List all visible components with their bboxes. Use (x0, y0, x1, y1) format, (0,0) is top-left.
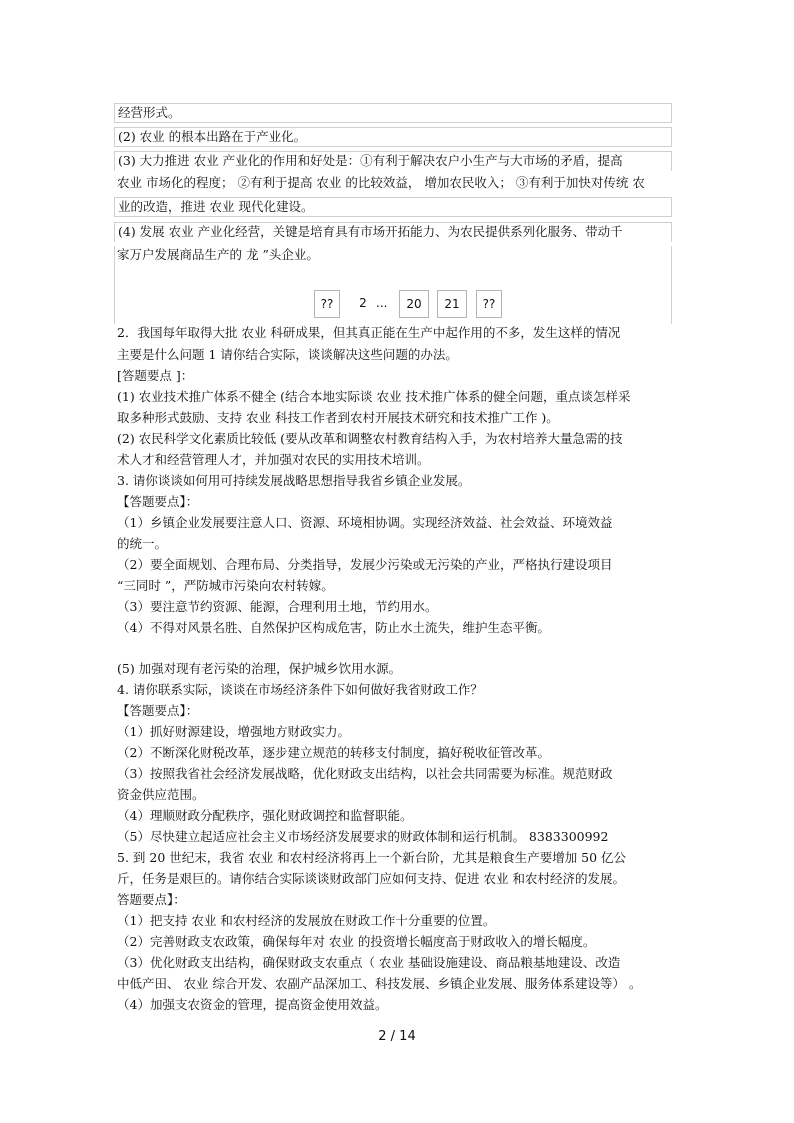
body-line: “三同时 ”，严防城市污染向农村转嫁。 (117, 578, 334, 593)
page-first-button[interactable]: ?? (314, 290, 340, 318)
box-line-4: 农业 市场化的程度； ②有利于提高 农业 的比较效益， 增加农民收入； ③有利于加快对传统 农 (117, 175, 645, 190)
box-line-7: 家万户发展商品生产的 龙 ”头企业。 (117, 247, 319, 262)
body-line: （4）不得对风景名胜、自然保护区构成危害，防止水土流失，维护生态平衡。 (117, 620, 550, 635)
body-line: （2）要全面规划、合理布局、分类指导，发展少污染或无污染的产业，严格执行建设项目 (117, 557, 613, 572)
body-line: 术人才和经营管理人才，并加强对农民的实用技术培训。 (117, 452, 430, 467)
pagination-ellipsis: ... (376, 296, 388, 310)
box-line-1: 经营形式。 (114, 103, 672, 123)
box-line-2: (2) 农业 的根本出路在于产业化。 (114, 127, 672, 147)
body-line: 【答题要点】： (117, 703, 199, 718)
body-line: 【答题要点】： (117, 494, 199, 509)
box-line-6: (4) 发展 农业 产业化经营，关键是培育具有市场开拓能力、为农民提供系列化服务、带动千 (114, 222, 672, 242)
body-line: （5）尽快建立起适应社会主义市场经济发展要求的财政体制和运行机制。 8383300992 (117, 829, 609, 844)
box-line-5: 业的改造，推进 农业 现代化建设。 (114, 197, 672, 217)
page-number: 2 / 14 (378, 1029, 416, 1044)
body-line: （4）加强支农资金的管理，提高资金使用效益。 (117, 997, 388, 1012)
body-line: （1）抓好财源建设，增强地方财政实力。 (117, 724, 350, 739)
body-line: （1）把支持 农业 和农村经济的发展放在财政工作十分重要的位置。 (117, 913, 496, 928)
body-line: 资金供应范围。 (117, 787, 205, 802)
page-21-button[interactable]: 21 (437, 290, 467, 318)
page-20-button[interactable]: 20 (399, 290, 429, 318)
body-line: （3）优化财政支出结构，确保财政支农重点（ 农业 基础设施建设、商品粮基地建设、改造 (117, 955, 621, 970)
body-line: （3）按照我省社会经济发展战略，优化财政支出结构，以社会共同需要为标准。规范财政 (117, 766, 613, 781)
body-line: 答题要点】： (117, 892, 186, 907)
body-line: （4）理顺财政分配秩序，强化财政调控和监督职能。 (117, 808, 413, 823)
body-line: (2) 农民科学文化素质比较低 (要从改革和调整农村教育结构入手，为农村培养大量急需的技 (117, 431, 623, 446)
body-line: 3. 请你谈谈如何用可持续发展战略思想指导我省乡镇企业发展。 (117, 473, 471, 488)
page-2-button[interactable]: 2 (352, 290, 374, 318)
box-line-3: (3) 大力推进 农业 产业化的作用和好处是：①有利于解决农户小生产与大市场的矛盾，提高 (114, 151, 672, 171)
body-line: 斤，任务是艰巨的。请你结合实际谈谈财政部门应如何支持、促进 农业 和农村经济的发展。 (117, 871, 625, 886)
body-line: 5. 到 20 世纪末，我省 农业 和农村经济将再上一个新台阶，尤其是粮食生产要增加 50 亿公 (117, 850, 627, 865)
body-line: 主要是什么问题 1 请你结合实际，谈谈解决这些问题的办法。 (117, 347, 458, 362)
body-line: （3）要注意节约资源、能源，合理利用土地，节约用水。 (117, 599, 438, 614)
body-line: 中低产田、 农业 综合开发、农副产品深加工、科技发展、乡镇企业发展、服务体系建设等） 。 (117, 976, 642, 991)
body-line: (1) 农业技术推广体系不健全 (结合本地实际谈 农业 技术推广体系的健全问题，重点谈怎样采 (117, 389, 631, 404)
body-line: （1）乡镇企业发展要注意人口、资源、环境相协调。实现经济效益、社会效益、环境效益 (117, 515, 613, 530)
body-line: 的统一。 (117, 536, 168, 551)
body-line: 4. 请你联系实际，谈谈在市场经济条件下如何做好我省财政工作？ (117, 682, 483, 697)
body-line: [答题要点 ]： (117, 368, 194, 383)
body-line: （2）完善财政支农政策，确保每年对 农业 的投资增长幅度高于财政收入的增长幅度。 (117, 934, 596, 949)
page-last-button[interactable]: ?? (476, 290, 502, 318)
body-line: 2．我国每年取得大批 农业 科研成果，但其真正能在生产中起作用的不多，发生这样的情况 (117, 325, 621, 340)
body-line: 取多种形式鼓励、支持 农业 科技工作者到农村开展技术研究和技术推广工作 )。 (117, 410, 559, 425)
body-line: (5) 加强对现有老污染的治理，保护城乡饮用水源。 (117, 661, 402, 676)
body-line: （2）不断深化财税改革，逐步建立规范的转移支付制度，搞好税收征管改革。 (117, 745, 550, 760)
